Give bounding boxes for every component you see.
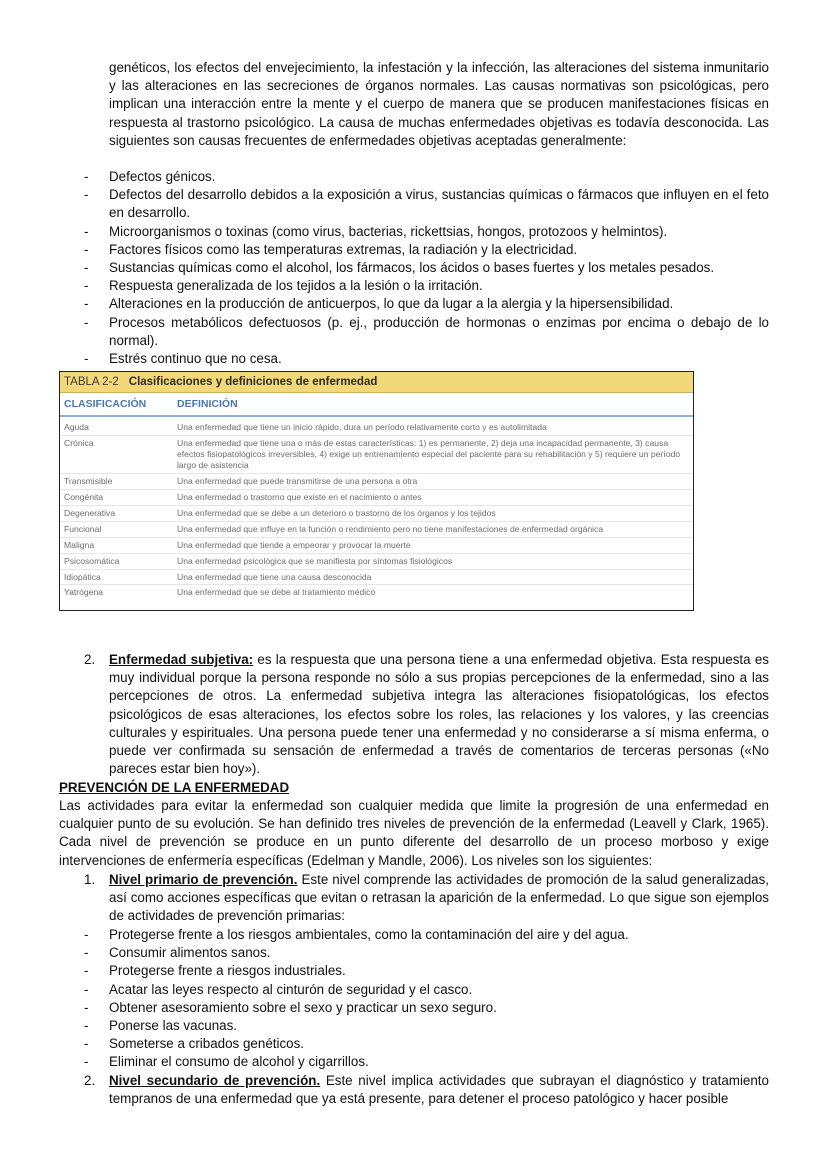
primary-prevention-item [84,871,769,926]
causes-list [84,168,769,368]
list-item: - Alteraciones en la producción de anticuerpos, lo que da lugar a la alergia y la hipersensibilidad. [84,295,769,313]
secondary-term: Nivel secundario de prevención. [109,1073,321,1088]
subjective-text: es la respuesta que una persona tiene a una enfermedad objetiva. Esta respuesta es muy individual porque la persona responde no sólo a sus propias percepciones de la enfermedad, sino a las percepciones de otros. La enfermedad subjetiva integra las alteraciones fisiopatológicas, los efectos psicológicos de esas alteraciones, los efectos sobre los roles, las relaciones y los valores, y las creencias culturales y espirituales. Una persona puede tener una enfermedad y no considerarse a sí misma enferma, o puede ver confirmada su sensación de enfermedad a través de comentarios de terceras personas («No pareces estar bien hoy»). [109,652,769,777]
list-item: - Microorganismos o toxinas (como virus, bacterias, rickettsias, hongos, protozoos y helmintos). [84,223,769,241]
subjective-illness-item [84,651,769,778]
list-item: - Defectos del desarrollo debidos a la exposición a virus, sustancias químicas o fármacos que influyen en el feto en desarrollo. [84,187,769,221]
secondary-prevention-item [84,1072,769,1108]
bullet-dash: - [84,314,89,330]
list-item: - Ponerse las vacunas. [84,1017,769,1035]
table-row: Idiopática Una enfermedad que tiene una causa desconocida [60,569,693,585]
bullet-dash: - [84,223,89,239]
bullet-dash: - [84,999,89,1015]
list-item: - Estrés continuo que no cesa. [84,350,769,368]
primary-examples-list [84,926,769,1072]
prevention-heading: PREVENCIÓN DE LA ENFERMEDAD [59,780,290,795]
bullet-dash: - [84,1018,89,1034]
list-item: - Protegerse frente a riesgos industriales. [84,962,769,980]
list-item: - Protegerse frente a los riesgos ambientales, como la contaminación del aire y del agua. [84,926,769,944]
bullet-dash: - [84,260,89,276]
list-item: - Sustancias químicas como el alcohol, los fármacos, los ácidos o bases fuertes y los metales pesados. [84,259,769,277]
bullet-dash: - [84,187,89,203]
intro-paragraph: genéticos, los efectos del envejecimiento, la infestación y la infección, las alteraciones del sistema inmunitario y las alteraciones en las secreciones de órganos normales. Las causas normativas son psicológicas, pero implican una interacción entre la mente y el cuerpo de manera que se producen manifestaciones físicas en respuesta al trastorno psicológico. La causa de muchas enfermedades objetivas es todavía desconocida. Las siguientes son causas frecuentes de enfermedades objetivas aceptadas generalmente: [109,60,769,148]
bullet-dash: - [84,945,89,961]
secondary-text: Este nivel implica actividades que subrayan el diagnóstico y tratamiento tempranos de una enfermedad que ya está presente, para detener el proceso patológico y hacer posible [109,1073,769,1107]
item-number: 1. [84,872,96,887]
primary-text: Este nivel comprende las actividades de promoción de la salud generalizadas, así como acciones específicas que evitan o retrasan la aparición de la enfermedad. Lo que sigue son ejemplos de actividades de prevención primarias: [109,872,770,924]
header-classification: CLASIFICACIÓN [64,398,147,410]
list-item: - Factores físicos como las temperaturas extremas, la radiación y la electricidad. [84,241,769,259]
bullet-dash: - [84,963,89,979]
table-row: Congénita Una enfermedad o trastorno que existe en el nacimiento o antes [60,489,693,505]
bullet-dash: - [84,296,89,312]
primary-term: Nivel primario de prevención. [109,872,298,887]
table-row: Crónica Una enfermedad que tiene una o más de estas características: 1) es permanente, 2) deja una incapacidad permanente, 3) causa efectos fisiopatológicos irreversibles, 4) exige un entrenamiento especial del paciente para su rehabilitación y 5) requiere un período largo de asistencia [60,435,693,473]
table-row: Psicosomática Una enfermedad psicológica que se manifiesta por síntomas fisiológicos [60,553,693,569]
subjective-term: Enfermedad subjetiva: [109,652,254,667]
list-item: - Eliminar el consumo de alcohol y cigarrillos. [84,1053,769,1071]
table-row: Degenerativa Una enfermedad que se debe a un deterioro o trastorno de los órganos y los tejidos [60,505,693,521]
bullet-dash: - [84,1036,89,1052]
list-item: - Acatar las leyes respecto al cinturón de seguridad y el casco. [84,981,769,999]
item-number: 2. [84,1073,96,1088]
table-header [60,393,693,417]
item-number: 2. [84,652,96,667]
list-item: - Someterse a cribados genéticos. [84,1035,769,1053]
list-item: - Defectos génicos. [84,168,769,186]
bullet-dash: - [84,981,89,997]
table-title-bar [60,372,693,393]
table-row: Funcional Una enfermedad que influye en la función o rendimiento pero no tiene manifestaciones de enfermedad orgánica [60,521,693,537]
table-row: Transmisible Una enfermedad que puede transmitirse de una persona a otra [60,473,693,489]
list-item: - Obtener asesoramiento sobre el sexo y practicar un sexo seguro. [84,999,769,1017]
table-row: Yatrógena Una enfermedad que se debe al tratamiento médico [60,584,693,600]
bullet-dash: - [84,169,89,184]
bullet-dash: - [84,278,89,294]
bullet-dash: - [84,351,89,367]
table-body [60,417,693,600]
prevention-paragraph: Las actividades para evitar la enfermedad son cualquier medida que limite la progresión de una enfermedad en cualquier punto de su evolución. Se han definido tres niveles de prevención de la enfermedad (Leavell y Clark, 1965). Cada nivel de prevención se produce en un punto diferente del desarrollo de un proceso morboso y exige intervenciones de enfermería específicas (Edelman y Mandle, 2006). Los niveles son los siguientes: [59,798,769,868]
bullet-dash: - [84,927,89,942]
table-row: Maligna Una enfermedad que tiende a empeorar y provocar la muerte [60,537,693,553]
list-item: - Respuesta generalizada de los tejidos a la lesión o la irritación. [84,277,769,295]
table-row: Aguda Una enfermedad que tiene un inicio rápido, dura un período relativamente corto y es autolimitada [64,422,547,432]
list-item: - Consumir alimentos sanos. [84,944,769,962]
list-item: - Procesos metabólicos defectuosos (p. ej., producción de hormonas o enzimas por encima o debajo de lo normal). [84,314,769,348]
bullet-dash: - [84,241,89,257]
table-title: Clasificaciones y definiciones de enfermedad [128,376,378,388]
bullet-dash: - [84,1054,89,1070]
header-definition: DEFINICIÓN [177,398,238,410]
table-number: TABLA 2-2 [64,376,119,388]
classification-table [59,371,694,611]
